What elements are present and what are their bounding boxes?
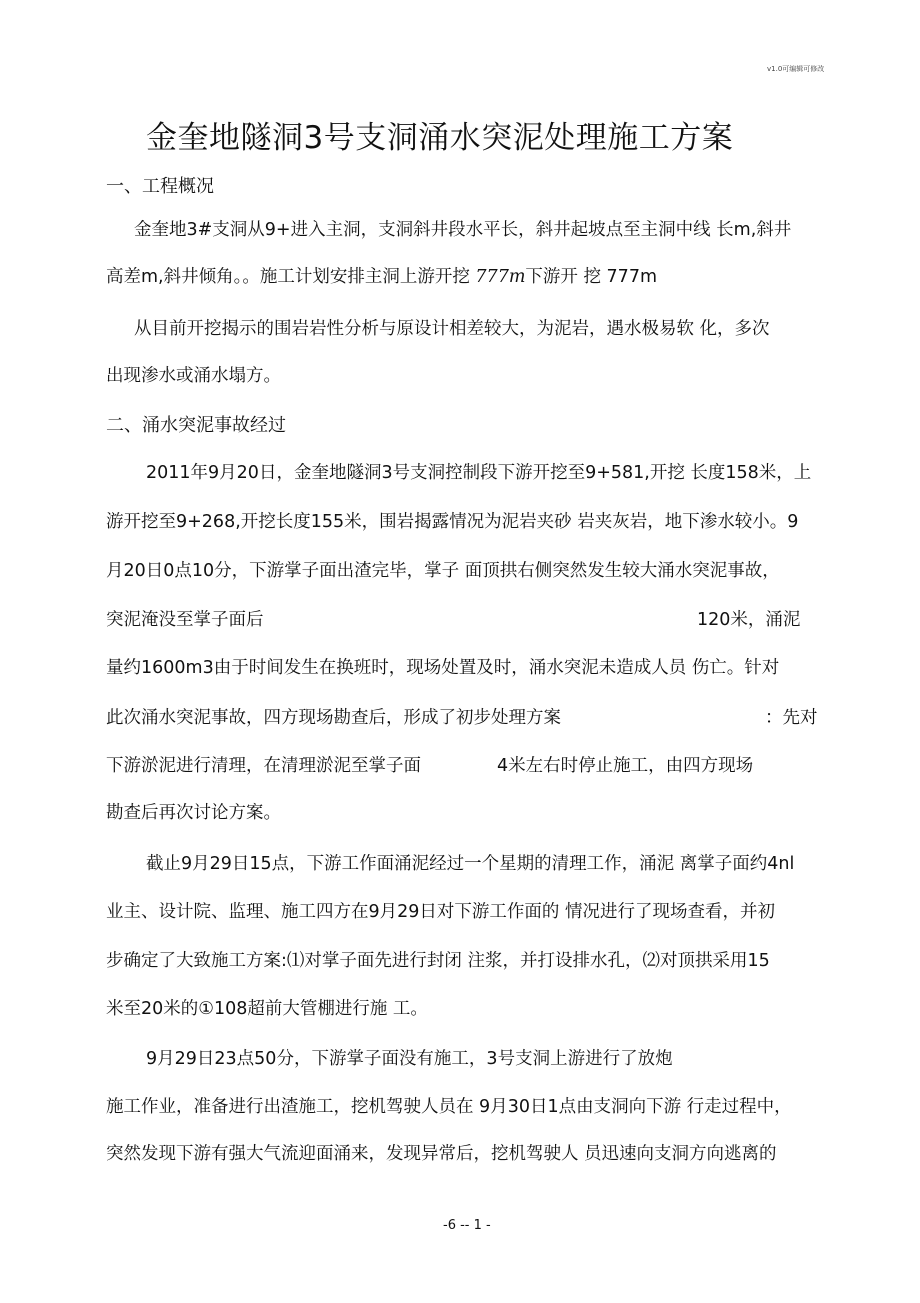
- paragraph-line: 月20日0点10分，下游掌子面出渣完毕，掌子 面顶拱右侧突然发生较大涌水突泥事故，: [106, 561, 780, 581]
- paragraph-line: 4米左右时停止施工，由四方现场: [497, 756, 754, 776]
- paragraph-line: 业主、设计院、监理、施工四方在9月29日对下游工作面的 情况进行了现场查看，并初: [106, 902, 775, 922]
- text-run: 高差m,斜井倾角。。施工计划安排主洞上游开挖: [106, 267, 476, 287]
- document-title: 金奎地隧洞3号支洞涌水突泥处理施工方案: [146, 120, 734, 156]
- paragraph-line: ：先对: [765, 708, 818, 728]
- paragraph-line: 施工作业，准备进行出渣施工，挖机驾驶人员在 9月30日1点由支洞向下游 行走过程中，: [106, 1097, 792, 1117]
- paragraph-line: 突然发现下游有强大气流迎面涌来，发现异常后，挖机驾驶人 员迅速向支洞方向逃离的: [106, 1144, 777, 1164]
- section-heading-overview: 一、工程概况: [106, 176, 214, 197]
- section-heading-incident: 二、涌水突泥事故经过: [106, 415, 286, 436]
- text-run: 下游开 挖 777m: [525, 267, 657, 287]
- paragraph-line: 此次涌水突泥事故，四方现场勘查后，形成了初步处理方案: [106, 708, 561, 728]
- paragraph-line: 下游淤泥进行清理，在清理淤泥至掌子面: [106, 756, 421, 776]
- version-note: v1.0可编辑可修改: [767, 65, 825, 73]
- paragraph-line: 120米，涌泥: [697, 610, 801, 630]
- paragraph-line: 金奎地3#支洞从9+进入主洞，支洞斜井段水平长，斜井起坡点至主洞中线 长m,斜井: [134, 220, 792, 240]
- paragraph-line: 游开挖至9+268,开挖长度155米，围岩揭露情况为泥岩夹砂 岩夹灰岩，地下渗水较小。9: [106, 512, 799, 532]
- paragraph-line: 从目前开挖揭示的围岩岩性分析与原设计相差较大，为泥岩，遇水极易软 化，多次: [134, 319, 770, 339]
- paragraph-line: 勘查后再次讨论方案。: [106, 803, 281, 823]
- paragraph-line: 截止9月29日15点，下游工作面涌泥经过一个星期的清理工作，涌泥 离掌子面约4nl: [146, 854, 795, 874]
- text-run-italic: 777m: [475, 267, 526, 287]
- paragraph-line: 9月29日23点50分，下游掌子面没有施工，3号支洞上游进行了放炮: [146, 1049, 673, 1069]
- paragraph-line: 出现渗水或涌水塌方。: [106, 366, 281, 386]
- paragraph-line: [106, 263, 657, 288]
- paragraph-line: 量约1600m3由于时间发生在换班时，现场处置及时，涌水突泥未造成人员 伤亡。针对: [106, 658, 780, 678]
- paragraph-line: 2011年9月20日，金奎地隧洞3号支洞控制段下游开挖至9+581,开挖 长度158米，上: [146, 463, 812, 483]
- paragraph-line: 步确定了大致施工方案:⑴对掌子面先进行封闭 注浆，并打设排水孔，⑵对顶拱采用15: [106, 951, 770, 971]
- page-number: -6 -- 1 -: [443, 1218, 491, 1233]
- paragraph-line: 米至20米的①108超前大管棚进行施 工。: [106, 999, 428, 1019]
- paragraph-line: 突泥淹没至掌子面后: [106, 610, 264, 630]
